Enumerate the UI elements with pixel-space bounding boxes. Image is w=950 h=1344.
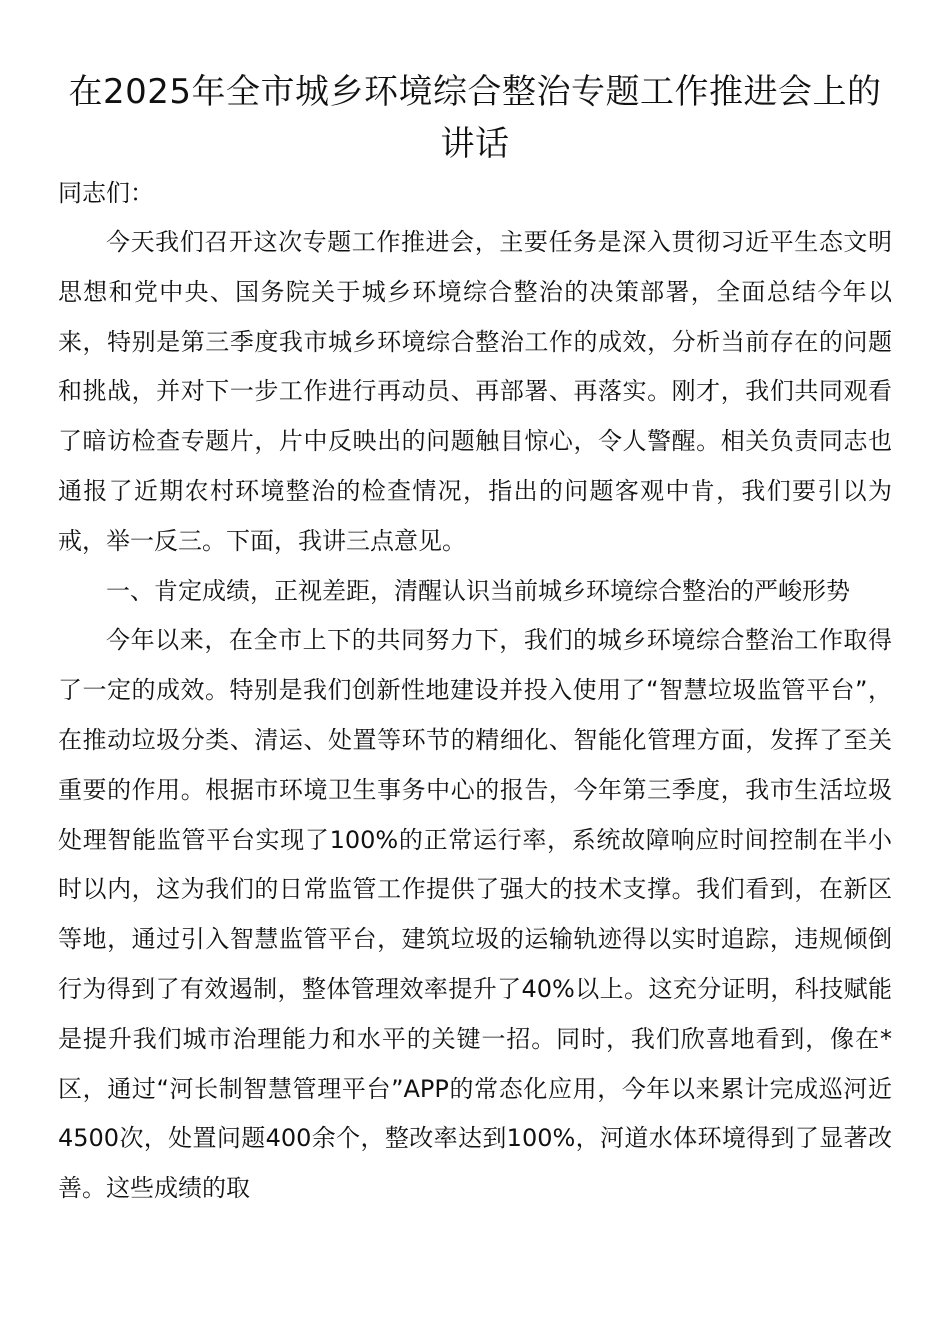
- document-page: [58, 66, 892, 1214]
- section-heading-1: 一、肯定成绩，正视差距，清醒认识当前城乡环境综合整治的严峻形势: [106, 576, 850, 605]
- paragraph-achievements: 今年以来，在全市上下的共同努力下，我们的城乡环境综合整治工作取得了一定的成效。特别是我们创新性地建设并投入使用了“智慧垃圾监管平台”，在推动垃圾分类、清运、处置等环节的精细化、智能化管理方面，发挥了至关重要的作用。根据市环境卫生事务中心的报告，今年第三季度，我市生活垃圾处理智能监管平台实现了100%的正常运行率，系统故障响应时间控制在半小时以内，这为我们的日常监管工作提供了强大的技术支撑。我们看到，在新区等地，通过引入智慧监管平台，建筑垃圾的运输轨迹得以实时追踪，违规倾倒行为得到了有效遏制，整体管理效率提升了40%以上。这充分证明，科技赋能是提升我们城市治理能力和水平的关键一招。同时，我们欣喜地看到，像在*区，通过“河长制智慧管理平台”APP的常态化应用，今年以来累计完成巡河近4500次，处置问题400余个，整改率达到100%，河道水体环境得到了显著改善。这些成绩的取: [58, 626, 892, 1203]
- paragraph-intro: 今天我们召开这次专题工作推进会，主要任务是深入贯彻习近平生态文明思想和党中央、国务院关于城乡环境综合整治的决策部署，全面总结今年以来，特别是第三季度我市城乡环境综合整治工作的成效，分析当前存在的问题和挑战，并对下一步工作进行再动员、再部署、再落实。刚才，我们共同观看了暗访检查专题片，片中反映出的问题触目惊心，令人警醒。相关负责同志也通报了近期农村环境整治的检查情况，指出的问题客观中肯，我们要引以为戒，举一反三。下面，我讲三点意见。: [58, 228, 892, 555]
- salutation: 同志们：: [58, 179, 154, 207]
- document-title: 在2025年全市城乡环境综合整治专题工作推进会上的讲话: [68, 72, 882, 164]
